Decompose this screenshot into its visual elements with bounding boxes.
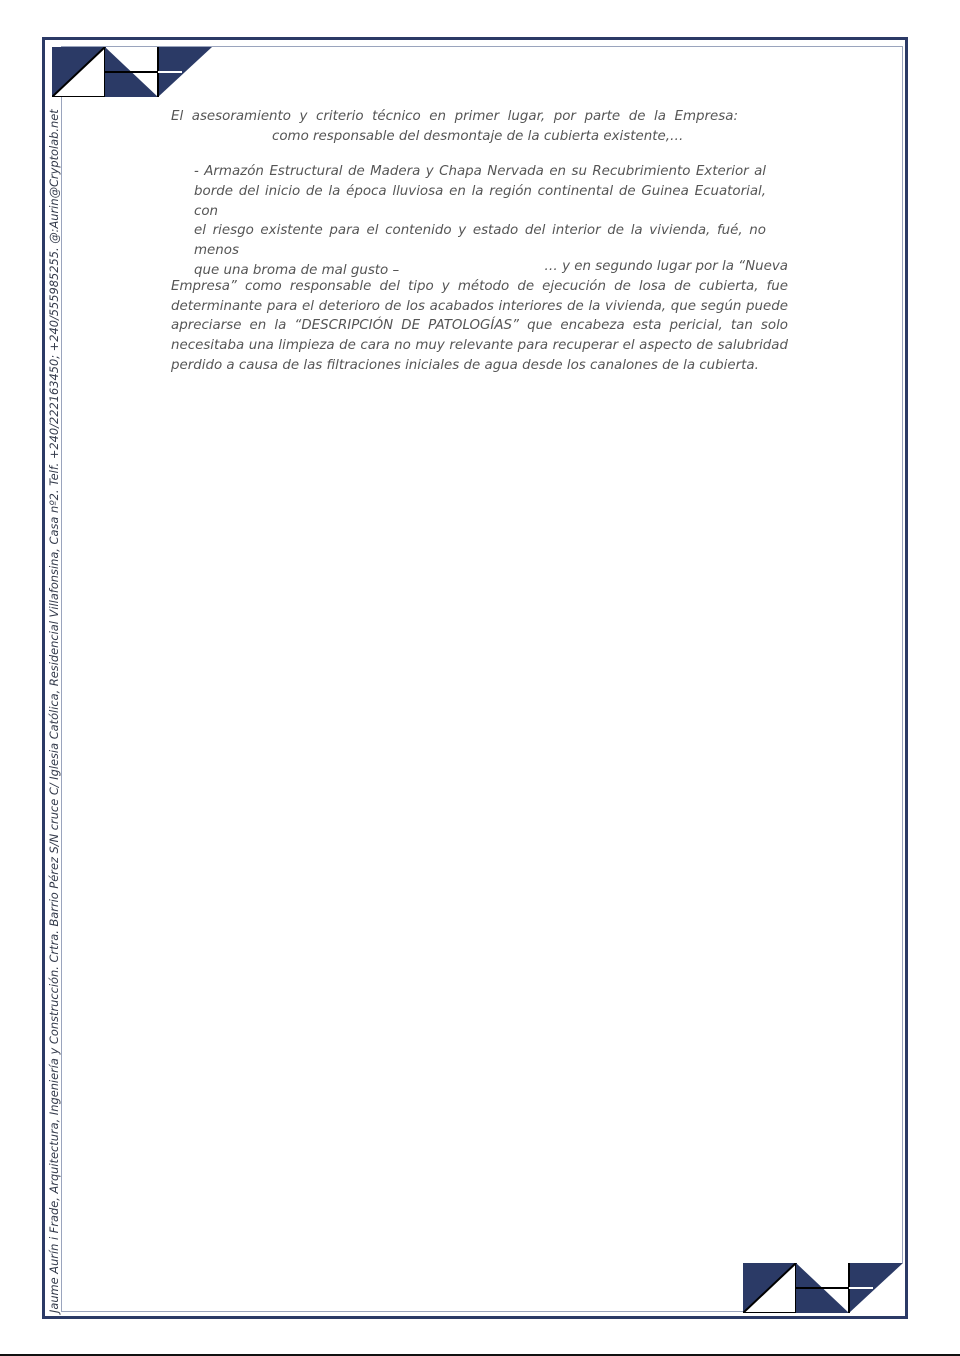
company-logo-top <box>52 47 212 97</box>
paragraph-2-line: - Armazón Estructural de Madera y Chapa Nervada en su Recubrimiento Exterior al <box>194 164 766 179</box>
company-logo-bottom <box>743 1263 903 1313</box>
paragraph-3-line: perdido a causa de las filtraciones iniciales de agua desde los canalones de la cubierta. <box>171 357 759 373</box>
paragraph-3-line: apreciarse en la “DESCRIPCIÓN DE PATOLOGÍAS” que encabeza esta pericial, tan solo <box>171 318 788 334</box>
paragraph-1-line-1: El asesoramiento y criterio técnico en primer lugar, por parte de la Empresa: <box>171 109 738 124</box>
paragraph-3 <box>171 257 788 376</box>
paragraph-2-line: que una broma de mal gusto – <box>194 262 400 278</box>
contact-side-note: Jaume Aurín i Frade, Arquitectura, Ingeniería y Construcción. Crtra. Barrio Pérez S/N cruce C/ Iglesia Católica, Residencial Villafonsina, Casa nº2. Telf. +240/222163450; +240/555985255. @:Aurin@Cryptolab.net <box>47 109 61 1313</box>
paragraph-3-line: determinante para el deterioro de los acabados interiores de la vivienda, que según puede <box>171 298 788 314</box>
paragraph-2-line: borde del inicio de la época lluviosa en la región continental de Guinea Ecuatorial, con <box>194 183 766 219</box>
paragraph-2-line: el riesgo existente para el contenido y estado del interior de la vivienda, fué, no menos <box>194 223 766 259</box>
paragraph-3-line: … y en segundo lugar por la “Nueva <box>544 259 788 274</box>
paragraph-3-line: necesitaba una limpieza de cara no muy relevante para recuperar el aspecto de salubridad <box>171 338 788 354</box>
paragraph-3-line: Empresa” como responsable del tipo y método de ejecución de losa de cubierta, fue <box>171 278 788 294</box>
paragraph-1-line-2: como responsable del desmontaje de la cubierta existente,… <box>272 129 684 144</box>
